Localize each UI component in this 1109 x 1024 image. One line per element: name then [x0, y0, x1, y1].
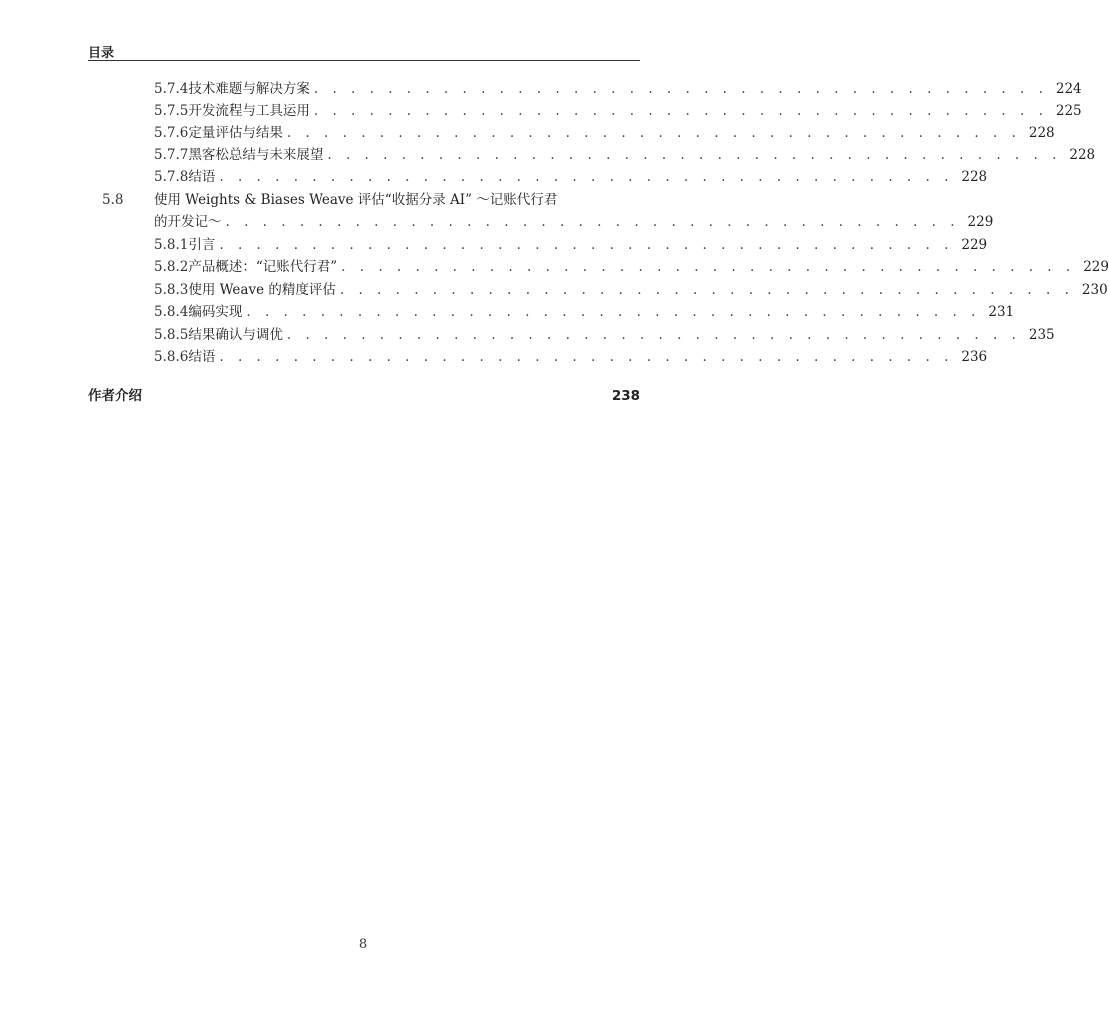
toc-entry-number: 5.8.3 [154, 282, 189, 298]
header-title: 目录 [88, 46, 115, 61]
dot-leader: . . . . . . . . . . . . . . . . . . . . . . . . . . . . . . . . . . . . . . . . [286, 327, 1021, 343]
toc-entry-number: 5.7.8 [154, 169, 189, 185]
dot-leader: . . . . . . . . . . . . . . . . . . . . . . . . . . . . . . . . . . . . . . . . [339, 282, 1074, 298]
toc-entry-number: 5.8.1 [154, 237, 189, 253]
dot-leader: . . . . . . . . . . . . . . . . . . . . . . . . . . . . . . . . . . . . . . . . [219, 237, 954, 253]
toc-entry-page: 228 [1028, 125, 1055, 141]
toc-entry-title: 结语 [188, 349, 216, 365]
toc-entry-title: 技术难题与解决方案 [188, 81, 310, 97]
toc-entry-5-8-2[interactable] [154, 258, 1109, 276]
toc-entry-page: 229 [961, 237, 988, 253]
toc-entry-5-8-4[interactable] [154, 303, 1015, 321]
toc-entry-page: 228 [1069, 147, 1096, 163]
toc-entry-number: 5.7.6 [154, 125, 189, 141]
dot-leader: . . . . . . . . . . . . . . . . . . . . . . . . . . . . . . . . . . . . . . . . [327, 147, 1062, 163]
toc-entry-title: 黑客松总结与未来展望 [188, 147, 324, 163]
dot-leader: . . . . . . . . . . . . . . . . . . . . . . . . . . . . . . . . . . . . . . . . [286, 125, 1021, 141]
toc-entry-number: 5.7.4 [154, 81, 189, 97]
toc-section-number: 5.8 [102, 192, 124, 208]
dot-leader: . . . . . . . . . . . . . . . . . . . . . . . . . . . . . . . . . . . . . . . . [219, 169, 954, 185]
dot-leader: . . . . . . . . . . . . . . . . . . . . . . . . . . . . . . . . . . . . . . . . [219, 349, 954, 365]
toc-entry-title: 定量评估与结果 [188, 125, 283, 141]
toc-entry-number: 5.7.7 [154, 147, 189, 163]
toc-entry-title: 使用 Weave 的精度评估 [188, 282, 336, 298]
toc-entry-number: 5.8.5 [154, 327, 189, 343]
running-header [88, 42, 640, 61]
dot-leader: . . . . . . . . . . . . . . . . . . . . . . . . . . . . . . . . . . . . . . . . [341, 259, 1076, 275]
toc-chapter-page: 238 [611, 388, 640, 404]
toc-entry-page: 224 [1055, 81, 1082, 97]
toc-entry-page: 230 [1081, 282, 1108, 298]
toc-entry-5-7-6[interactable] [154, 124, 1055, 142]
dot-leader: . . . . . . . . . . . . . . . . . . . . . . . . . . . . . . . . . . . . . . . . [225, 214, 960, 230]
toc-entry-number: 5.8.6 [154, 349, 189, 365]
toc-entry-5-8-1[interactable] [154, 236, 988, 254]
toc-entry-page: 231 [988, 304, 1015, 320]
toc-entry-5-7-5[interactable] [154, 102, 1082, 120]
toc-entry-title: 产品概述：“记账代行君” [188, 259, 338, 275]
toc-entry-title: 结果确认与调优 [188, 327, 283, 343]
toc-section-title-line2: 的开发记～ [154, 214, 222, 230]
toc-entry-5-8-6[interactable] [154, 348, 988, 366]
toc-entry-5-8-5[interactable] [154, 326, 1055, 344]
toc-entry-5-8-3[interactable] [154, 281, 1108, 299]
toc-entry-5-7-7[interactable] [154, 146, 1096, 164]
page-number: 8 [358, 937, 368, 952]
dot-leader: . . . . . . . . . . . . . . . . . . . . . . . . . . . . . . . . . . . . . . . . [246, 304, 981, 320]
toc-entry-page: 229 [1083, 259, 1109, 275]
toc-entry-title: 引言 [188, 237, 216, 253]
toc-chapter-author-intro[interactable] [88, 387, 640, 405]
toc-entry-number: 5.8.2 [154, 259, 189, 275]
toc-entry-title: 结语 [188, 169, 216, 185]
toc-entry-page: 236 [961, 349, 988, 365]
toc-entry-title: 开发流程与工具运用 [188, 103, 310, 119]
toc-section-5-8[interactable] [154, 213, 994, 231]
toc-section-title-line1[interactable]: 使用 Weights & Biases Weave 评估“收据分录 AI” ～记账代行君 [154, 192, 558, 208]
toc-section-page: 229 [967, 214, 994, 230]
dot-leader: . . . . . . . . . . . . . . . . . . . . . . . . . . . . . . . . . . . . . . . . [313, 81, 1048, 97]
toc-entry-5-7-8[interactable] [154, 168, 988, 186]
dot-leader: . . . . . . . . . . . . . . . . . . . . . . . . . . . . . . . . . . . . . . . . [313, 103, 1048, 119]
toc-entry-number: 5.7.5 [154, 103, 189, 119]
toc-entry-title: 编码实现 [188, 304, 243, 320]
toc-entry-page: 228 [961, 169, 988, 185]
toc-chapter-title: 作者介绍 [88, 388, 142, 404]
toc-entry-number: 5.8.4 [154, 304, 189, 320]
toc-entry-page: 225 [1055, 103, 1082, 119]
toc-entry-page: 235 [1028, 327, 1055, 343]
toc-entry-5-7-4[interactable] [154, 80, 1082, 98]
